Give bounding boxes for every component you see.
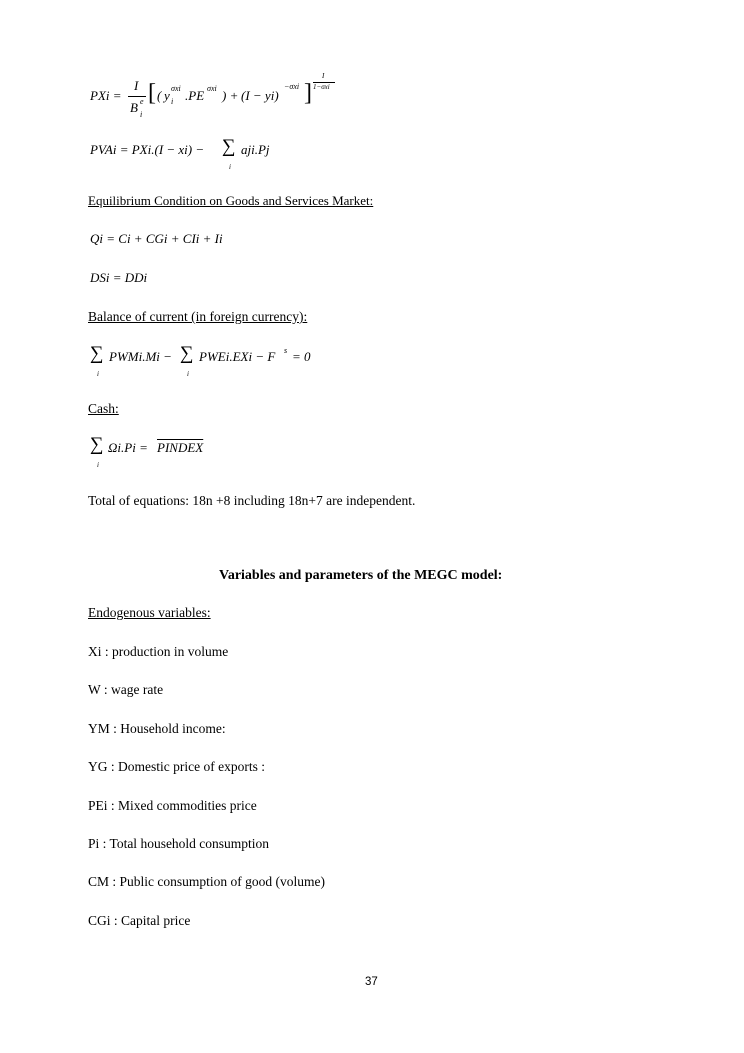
list-item: Xi : production in volume [88, 644, 229, 659]
eq5-term3: = 0 [292, 349, 311, 364]
eq2-rhs: aji.Pj [241, 142, 270, 157]
section-equilibrium: Equilibrium Condition on Goods and Services Market: [88, 193, 374, 208]
eq1-paren-close: ) + [222, 88, 239, 103]
section-cash: Cash: [88, 401, 119, 416]
eq5-sum2-sub: i [187, 370, 189, 378]
eq1-y: y [164, 88, 170, 103]
list-item: CGi : Capital price [88, 913, 191, 928]
eq1-numerator: I [134, 78, 139, 93]
eq5-sum1-sub: i [97, 370, 99, 378]
section-endogenous: Endogenous variables: [88, 605, 211, 620]
eq1-term2: (I − yi) [241, 88, 279, 103]
eq6-sum-sub: i [97, 461, 99, 469]
eq1-y-sub: i [171, 97, 174, 106]
eq1-exp-numerator: I [322, 72, 325, 80]
section-heading: Variables and parameters of the MEGC model: [219, 568, 503, 583]
page-number: 37 [365, 976, 378, 988]
total-equations-text: Total of equations: 18n +8 including 18n+7 are independent. [88, 493, 416, 508]
eq1-pe-sup: σxi [207, 84, 217, 93]
list-item: W : wage rate [88, 682, 164, 697]
eq1-y-sup: σxi [171, 84, 181, 93]
list-item: YM : Household income: [88, 721, 226, 736]
eq1-den-sup: e [140, 97, 144, 106]
eq1-pe: .PE [185, 88, 205, 103]
eq2-sum-symbol: ∑ [222, 136, 236, 157]
eq5-term1: PWMi.Mi − [109, 349, 172, 364]
eq6-lhs: Ωi.Pi = [108, 440, 148, 455]
eq5-term2: PWEi.EXi − F [199, 349, 276, 364]
eq2-lhs: PVAi = PXi.(I − xi) − [90, 142, 205, 157]
eq6-rhs: PINDEX [157, 440, 204, 455]
eq1-denominator: B [130, 100, 138, 115]
eq1-lhs: PXi = [90, 88, 122, 103]
list-item: Pi : Total household consumption [88, 836, 270, 851]
equation-dsi: DSi = DDi [90, 270, 148, 285]
eq5-sum2-symbol: ∑ [180, 343, 194, 364]
eq6-sum-symbol: ∑ [90, 434, 104, 455]
list-item: PEi : Mixed commodities price [88, 798, 257, 813]
eq5-sup: s [284, 346, 288, 355]
list-item: YG : Domestic price of exports : [88, 759, 265, 774]
eq1-paren-open: ( [157, 88, 162, 103]
equation-qi: Qi = Ci + CGi + CIi + Ii [90, 231, 223, 246]
eq1-bracket-open: [ [148, 80, 156, 106]
eq2-sum-sub: i [229, 163, 231, 171]
list-item: CM : Public consumption of good (volume) [88, 874, 325, 889]
eq5-sum1-symbol: ∑ [90, 343, 104, 364]
section-balance: Balance of current (in foreign currency): [88, 309, 308, 324]
eq1-exp-denominator: 1−σxi [313, 83, 330, 91]
eq1-den-sub: i [140, 110, 143, 119]
eq1-bracket-close: ] [304, 80, 312, 106]
eq1-term2-sup: −σxi [284, 82, 300, 91]
